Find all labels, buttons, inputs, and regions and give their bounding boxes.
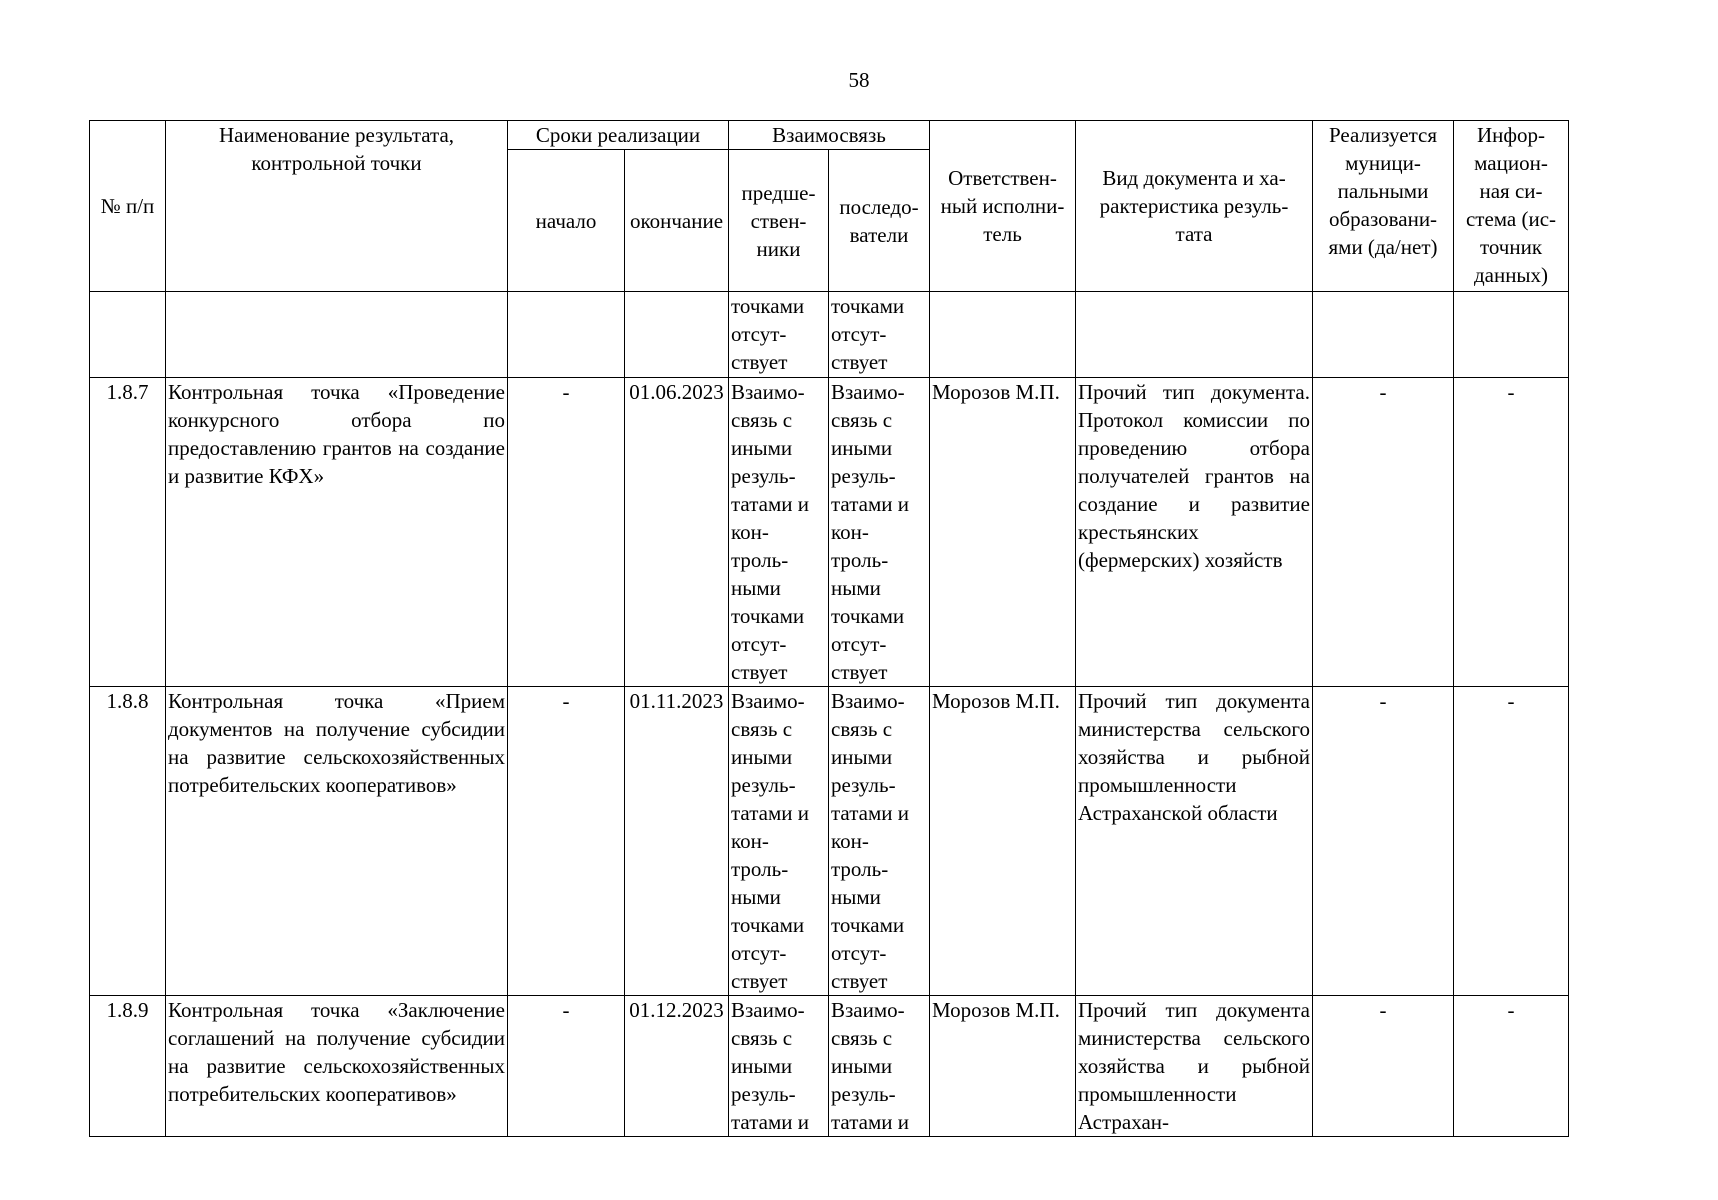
cell-predecessors: Взаимо- связь с иными резуль- татами и кон- троль- ными точками отсут- ствует <box>729 687 829 996</box>
header-num: № п/п <box>90 121 166 292</box>
header-name: Наименование результата, контрольной точки <box>166 121 508 292</box>
header-doc-type: Вид документа и ха- рактеристика резуль- тата <box>1076 121 1313 292</box>
cell-info-system: - <box>1454 687 1569 996</box>
header-successors: последо- ватели <box>829 150 930 292</box>
cell-num: 1.8.7 <box>90 378 166 687</box>
cell-empty <box>90 292 166 378</box>
cell-end: 01.11.2023 <box>625 687 729 996</box>
cell-name: Контрольная точка «Заключение соглашений на получение субсидии на развитие сельскохозяйственных потребительских кооперативов» <box>166 996 508 1137</box>
cell-predecessors: Взаимо- связь с иными резуль- татами и <box>729 996 829 1137</box>
cell-executor: Морозов М.П. <box>930 996 1076 1137</box>
cell-empty <box>930 292 1076 378</box>
header-start: начало <box>508 150 625 292</box>
cell-empty <box>1313 292 1454 378</box>
cell-doc-type: Прочий тип документа министерства сельского хозяйства и рыбной промышленности Астраханской области <box>1076 687 1313 996</box>
cell-executor: Морозов М.П. <box>930 378 1076 687</box>
cell-empty <box>625 292 729 378</box>
cell-start: - <box>508 687 625 996</box>
cell-info-system: - <box>1454 378 1569 687</box>
cell-empty <box>1076 292 1313 378</box>
header-relation: Взаимосвязь <box>729 121 930 150</box>
cell-executor: Морозов М.П. <box>930 687 1076 996</box>
cell-end: 01.12.2023 <box>625 996 729 1137</box>
cell-doc-type: Прочий тип документа министерства сельского хозяйства и рыбной промышленности Астрахан- <box>1076 996 1313 1137</box>
cell-name: Контрольная точка «Прием документов на получение субсидии на развитие сельскохозяйственных потребительских кооперативов» <box>166 687 508 996</box>
cell-successors: Взаимо- связь с иными резуль- татами и <box>829 996 930 1137</box>
header-end: окончание <box>625 150 729 292</box>
cell-successors: Взаимо- связь с иными резуль- татами и кон- троль- ными точками отсут- ствует <box>829 378 930 687</box>
cell-num: 1.8.8 <box>90 687 166 996</box>
control-points-table <box>89 120 1569 1137</box>
cell-start: - <box>508 378 625 687</box>
cell-municipal: - <box>1313 687 1454 996</box>
table-header <box>90 121 1569 292</box>
cell-info-system: - <box>1454 996 1569 1137</box>
table-row <box>90 687 1569 996</box>
cell-empty <box>166 292 508 378</box>
header-info-system: Инфор- мацион- ная си- стема (ис- точник данных) <box>1454 121 1569 292</box>
table-row-continuation <box>90 292 1569 378</box>
cell-successors: точками отсут- ствует <box>829 292 930 378</box>
table-row <box>90 378 1569 687</box>
header-terms: Сроки реализации <box>508 121 729 150</box>
cell-predecessors: точками отсут- ствует <box>729 292 829 378</box>
cell-doc-type: Прочий тип документа. Протокол комиссии по проведению отбора получателей грантов на создание и развитие крестьянских (фермерских) хозяйств <box>1076 378 1313 687</box>
cell-start: - <box>508 996 625 1137</box>
page-number: 58 <box>848 68 870 92</box>
cell-num: 1.8.9 <box>90 996 166 1137</box>
header-municipal: Реализуется муници- пальными образовани- ями (да/нет) <box>1313 121 1454 292</box>
cell-municipal: - <box>1313 378 1454 687</box>
cell-successors: Взаимо- связь с иными резуль- татами и кон- троль- ными точками отсут- ствует <box>829 687 930 996</box>
cell-name: Контрольная точка «Проведение конкурсного отбора по предоставлению грантов на создание и развитие КФХ» <box>166 378 508 687</box>
cell-end: 01.06.2023 <box>625 378 729 687</box>
cell-empty <box>508 292 625 378</box>
cell-municipal: - <box>1313 996 1454 1137</box>
header-executor: Ответствен- ный исполни- тель <box>930 121 1076 292</box>
header-predecessors: предше- ствен- ники <box>729 150 829 292</box>
cell-predecessors: Взаимо- связь с иными резуль- татами и кон- троль- ными точками отсут- ствует <box>729 378 829 687</box>
table-row <box>90 996 1569 1137</box>
cell-empty <box>1454 292 1569 378</box>
